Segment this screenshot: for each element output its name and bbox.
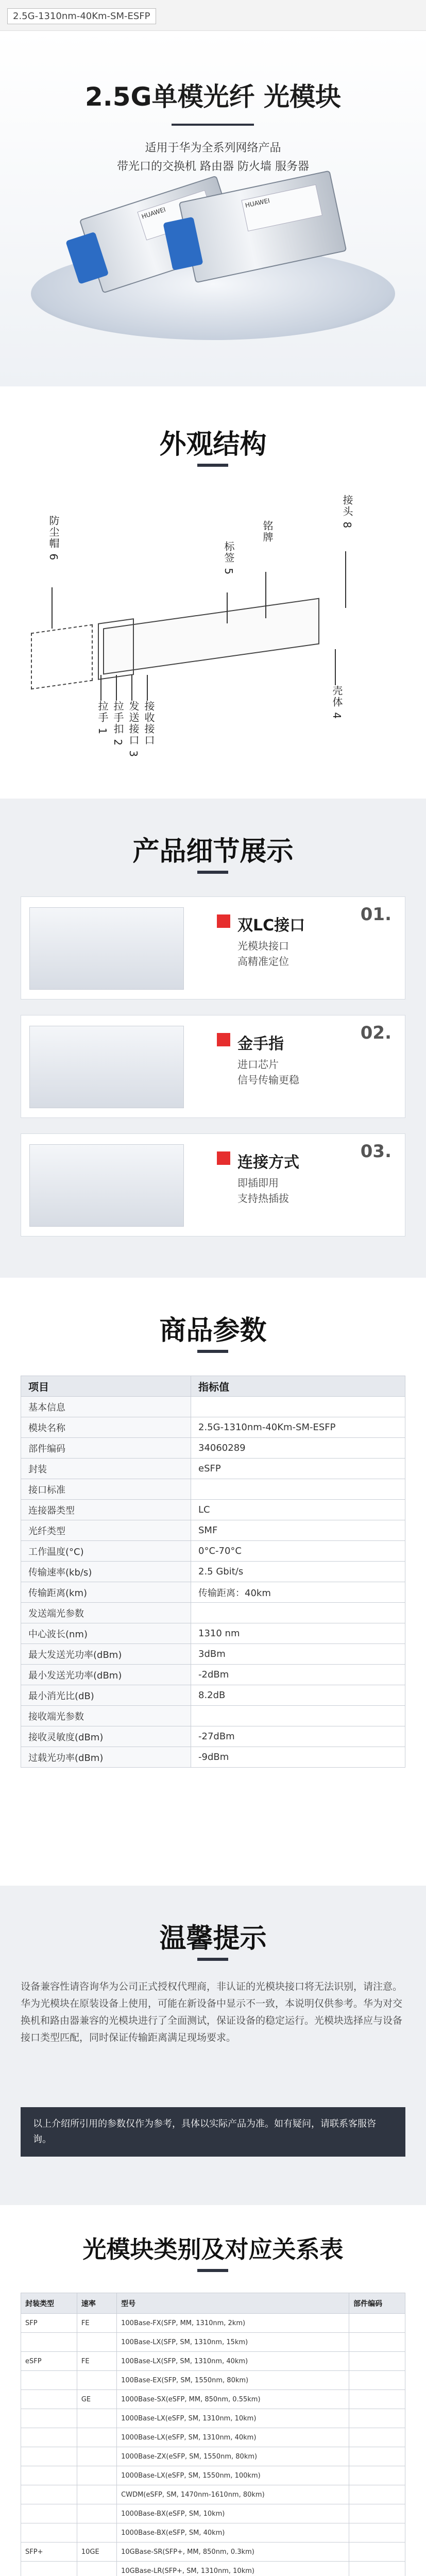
- mapping-cell: [21, 2466, 77, 2485]
- detail-card-gold: [21, 1015, 405, 1118]
- leader-line: [335, 649, 336, 685]
- table-row: [21, 1644, 405, 1665]
- mapping-cell: 100Base-FX(SFP, MM, 1310nm, 2km): [117, 2314, 349, 2333]
- mapping-cell: 1000Base-SX(eSFP, MM, 850nm, 0.55km): [117, 2390, 349, 2409]
- mapping-cell: SFP+: [21, 2543, 77, 2562]
- table-row: [21, 2333, 405, 2352]
- mapping-cell: [21, 2485, 77, 2504]
- mapping-cell: [349, 2562, 405, 2576]
- mapping-cell: [21, 2390, 77, 2409]
- table-row: [21, 2562, 405, 2576]
- mapping-cell: 10GE: [77, 2543, 116, 2562]
- section-title: 产品细节展示: [132, 836, 294, 867]
- param-key: 基本信息: [21, 1397, 191, 1417]
- table-row: [21, 2409, 405, 2428]
- param-key: 过载光功率(dBm): [21, 1747, 191, 1768]
- mapping-cell: [349, 2485, 405, 2504]
- mapping-cell: 1000Base-LX(eSFP, SM, 1550nm, 100km): [117, 2466, 349, 2485]
- mapping-cell: [21, 2409, 77, 2428]
- gold-finger-image: [29, 1026, 184, 1108]
- leader-line: [147, 675, 148, 701]
- label-shell: 壳体 4: [331, 685, 343, 720]
- table-row: [21, 2390, 405, 2409]
- label-dust-cap: 防尘帽 6: [47, 515, 60, 562]
- params-header-cell: 指标值: [191, 1376, 405, 1397]
- detail-desc: 即插即用 支持热插拔: [237, 1177, 289, 1205]
- hero-title: 2.5G单模光纤 光模块: [84, 82, 342, 112]
- mapping-cell: [21, 2504, 77, 2523]
- param-key: 工作温度(°C): [21, 1541, 191, 1562]
- mapping-cell: [77, 2333, 116, 2352]
- label-tx: 发送接口 3: [127, 701, 140, 758]
- mapping-cell: [21, 2333, 77, 2352]
- leader-line: [52, 587, 53, 629]
- section-title: 温馨提示: [159, 1923, 267, 1954]
- mapping-cell: [349, 2390, 405, 2409]
- param-key: 中心波长(nm): [21, 1623, 191, 1644]
- param-value: SMF: [191, 1520, 405, 1541]
- tab-bar: [0, 0, 426, 31]
- table-row: [21, 2504, 405, 2523]
- mapping-cell: [21, 2428, 77, 2447]
- mapping-cell: SFP: [21, 2314, 77, 2333]
- table-row: [21, 1623, 405, 1644]
- detail-card-connect: [21, 1133, 405, 1236]
- table-row: [21, 1562, 405, 1582]
- table-row: [21, 1665, 405, 1685]
- param-value: -27dBm: [191, 1726, 405, 1747]
- param-key: 最大发送光功率(dBm): [21, 1644, 191, 1665]
- mapping-table: [21, 2293, 405, 2576]
- param-value: 2.5G-1310nm-40Km-SM-ESFP: [191, 1417, 405, 1438]
- mapping-cell: 10GBase-LR(SFP+, SM, 1310nm, 10km): [117, 2562, 349, 2576]
- label-rx: 接收接口: [143, 701, 155, 746]
- notice-text: 设备兼容性请咨询华为公司正式授权代理商，非认证的光模块接口将无法识别，请注意。华为光模块在原装设备上使用，可能在新设备中显示不一致，本说明仅供参考。华为对交换机和路由器兼容的光模块进行了全面测试，保证设备的稳定运行。光模块选择应与设备接口类型匹配，同时保证传输距离满足现场要求。: [21, 1981, 403, 2043]
- table-row: [21, 1500, 405, 1520]
- table-row: [21, 2523, 405, 2543]
- detail-heading: 连接方式: [237, 1154, 299, 1172]
- param-key: 发送端光参数: [21, 1603, 191, 1623]
- label-nameplate: 铭牌: [261, 520, 274, 543]
- param-value: [191, 1397, 405, 1417]
- mapping-cell: [349, 2504, 405, 2523]
- mapping-cell: [349, 2371, 405, 2390]
- param-key: 部件编码: [21, 1438, 191, 1459]
- param-value: -2dBm: [191, 1665, 405, 1685]
- param-value: [191, 1706, 405, 1726]
- module-outline: [103, 598, 319, 674]
- table-row: [21, 1459, 405, 1479]
- mapping-cell: [77, 2485, 116, 2504]
- structure-section: [0, 386, 426, 799]
- notice-section: [0, 1886, 426, 2205]
- lc-interface-image: [29, 907, 184, 990]
- param-value: eSFP: [191, 1459, 405, 1479]
- leader-line: [116, 675, 117, 701]
- param-value: [191, 1479, 405, 1500]
- param-value: -9dBm: [191, 1747, 405, 1768]
- table-row: [21, 1397, 405, 1417]
- table-row: [21, 1479, 405, 1500]
- mapping-cell: 100Base-LX(SFP, SM, 1310nm, 15km): [117, 2333, 349, 2352]
- params-header-row: [21, 1376, 405, 1397]
- param-key: 连接器类型: [21, 1500, 191, 1520]
- mapping-cell: GE: [77, 2390, 116, 2409]
- red-marker-icon: [217, 1151, 230, 1165]
- param-value: LC: [191, 1500, 405, 1520]
- mapping-cell: 1000Base-BX(eSFP, SM, 10km): [117, 2504, 349, 2523]
- param-value: [191, 1603, 405, 1623]
- params-table: [21, 1376, 405, 1768]
- param-key: 传输速率(kb/s): [21, 1562, 191, 1582]
- leader-line: [100, 675, 101, 701]
- divider: [197, 1350, 228, 1353]
- dust-cap-outline: [31, 624, 93, 690]
- table-row: [21, 1747, 405, 1768]
- table-row: [21, 1603, 405, 1623]
- table-row: [21, 1438, 405, 1459]
- param-value: 传输距离：40km: [191, 1582, 405, 1603]
- table-row: [21, 1685, 405, 1706]
- divider: [197, 2269, 228, 2272]
- mapping-cell: [77, 2504, 116, 2523]
- mapping-cell: 100Base-LX(SFP, SM, 1310nm, 40km): [117, 2352, 349, 2371]
- param-key: 模块名称: [21, 1417, 191, 1438]
- connection-image: [29, 1144, 184, 1227]
- mapping-cell: [349, 2333, 405, 2352]
- mapping-cell: [77, 2562, 116, 2576]
- param-key: 接收灵敏度(dBm): [21, 1726, 191, 1747]
- table-row: [21, 1706, 405, 1726]
- module-label: HUAWEI: [138, 190, 214, 240]
- hero-subtitle-2: 带光口的交换机 路由器 防火墙 服务器: [117, 160, 309, 173]
- section-title: 商品参数: [159, 1315, 267, 1346]
- divider: [197, 464, 228, 467]
- leader-line: [227, 592, 228, 623]
- divider: [172, 124, 254, 126]
- param-key: 最小消光比(dB): [21, 1685, 191, 1706]
- detail-heading: 双LC接口: [237, 917, 305, 935]
- mapping-header-cell: 型号: [117, 2293, 349, 2314]
- table-row: [21, 2371, 405, 2390]
- mapping-cell: [349, 2314, 405, 2333]
- mapping-cell: [77, 2409, 116, 2428]
- param-value: 0°C-70°C: [191, 1541, 405, 1562]
- param-value: 34060289: [191, 1438, 405, 1459]
- mapping-cell: FE: [77, 2314, 116, 2333]
- table-row: [21, 1520, 405, 1541]
- mapping-cell: [21, 2562, 77, 2576]
- red-marker-icon: [217, 914, 230, 928]
- mapping-header-row: [21, 2293, 405, 2314]
- mapping-cell: CWDM(eSFP, SM, 1470nm-1610nm, 80km): [117, 2485, 349, 2504]
- mapping-cell: 1000Base-ZX(eSFP, SM, 1550nm, 80km): [117, 2447, 349, 2466]
- table-row: [21, 2543, 405, 2562]
- mapping-section: [0, 2205, 426, 2576]
- param-key: 传输距离(km): [21, 1582, 191, 1603]
- hero-subtitle-1: 适用于华为全系列网络产品: [145, 142, 281, 155]
- detail-number: 03.: [360, 1141, 391, 1162]
- label-handle: 拉手 1: [96, 701, 109, 736]
- mapping-cell: [349, 2466, 405, 2485]
- table-row: [21, 1582, 405, 1603]
- mapping-cell: [77, 2428, 116, 2447]
- red-marker-icon: [217, 1033, 230, 1046]
- detail-desc: 光模块接口 高精准定位: [237, 940, 289, 968]
- label-connector: 接头 8: [341, 495, 353, 530]
- leader-line: [131, 675, 132, 701]
- param-value: 3dBm: [191, 1644, 405, 1665]
- mapping-cell: [349, 2543, 405, 2562]
- mapping-cell: [349, 2409, 405, 2428]
- table-row: [21, 2447, 405, 2466]
- param-key: 最小发送光功率(dBm): [21, 1665, 191, 1685]
- mapping-cell: [349, 2352, 405, 2371]
- table-row: [21, 2352, 405, 2371]
- param-key: 封装: [21, 1459, 191, 1479]
- table-row: [21, 1541, 405, 1562]
- params-header-cell: 项目: [21, 1376, 191, 1397]
- mapping-header-cell: 封装类型: [21, 2293, 77, 2314]
- leader-line: [265, 572, 266, 618]
- mapping-cell: [77, 2447, 116, 2466]
- mapping-cell: [77, 2523, 116, 2543]
- param-key: 光纤类型: [21, 1520, 191, 1541]
- mapping-cell: [21, 2447, 77, 2466]
- mapping-cell: 1000Base-BX(eSFP, SM, 40km): [117, 2523, 349, 2543]
- mapping-header-cell: 速率: [77, 2293, 116, 2314]
- hero-section: [0, 31, 426, 386]
- details-section: [0, 799, 426, 1278]
- leader-line: [345, 551, 346, 608]
- mapping-cell: 1000Base-LX(eSFP, SM, 1310nm, 40km): [117, 2428, 349, 2447]
- product-tab[interactable]: 2.5G-1310nm-40Km-SM-ESFP: [7, 8, 156, 24]
- notice-highlight: 以上介绍所引用的参数仅作为参考，具体以实际产品为准。如有疑问，请联系客服咨询。: [21, 2107, 405, 2157]
- param-key: 接收端光参数: [21, 1706, 191, 1726]
- detail-card-lc: [21, 896, 405, 999]
- mapping-cell: 100Base-EX(SFP, SM, 1550nm, 80km): [117, 2371, 349, 2390]
- table-row: [21, 2428, 405, 2447]
- section-title: 外观结构: [159, 429, 267, 460]
- param-key: 接口标准: [21, 1479, 191, 1500]
- param-value: 2.5 Gbit/s: [191, 1562, 405, 1582]
- label-handle-clip: 拉手扣 2: [112, 701, 124, 747]
- handle-outline: [98, 618, 134, 680]
- mapping-cell: [21, 2371, 77, 2390]
- table-row: [21, 1417, 405, 1438]
- divider: [197, 871, 228, 874]
- table-row: [21, 1726, 405, 1747]
- table-row: [21, 2466, 405, 2485]
- mapping-cell: [77, 2371, 116, 2390]
- params-section: [0, 1278, 426, 1886]
- mapping-cell: 10GBase-SR(SFP+, MM, 850nm, 0.3km): [117, 2543, 349, 2562]
- param-value: 1310 nm: [191, 1623, 405, 1644]
- mapping-cell: [349, 2428, 405, 2447]
- detail-desc: 进口芯片 信号传输更稳: [237, 1058, 299, 1086]
- mapping-cell: [349, 2447, 405, 2466]
- detail-number: 01.: [360, 904, 391, 925]
- param-value: 8.2dB: [191, 1685, 405, 1706]
- divider: [197, 1958, 228, 1961]
- mapping-cell: [349, 2523, 405, 2543]
- mapping-cell: eSFP: [21, 2352, 77, 2371]
- table-row: [21, 2485, 405, 2504]
- mapping-header-cell: 部件编码: [349, 2293, 405, 2314]
- table-row: [21, 2314, 405, 2333]
- mapping-cell: [77, 2466, 116, 2485]
- module-label: HUAWEI: [242, 184, 323, 231]
- detail-number: 02.: [360, 1023, 391, 1043]
- detail-heading: 金手指: [237, 1035, 284, 1053]
- mapping-cell: FE: [77, 2352, 116, 2371]
- label-sticker: 标签 5: [223, 541, 235, 576]
- mapping-cell: [21, 2523, 77, 2543]
- section-title: 光模块类别及对应关系表: [82, 2235, 344, 2263]
- mapping-cell: 1000Base-LX(eSFP, SM, 1310nm, 10km): [117, 2409, 349, 2428]
